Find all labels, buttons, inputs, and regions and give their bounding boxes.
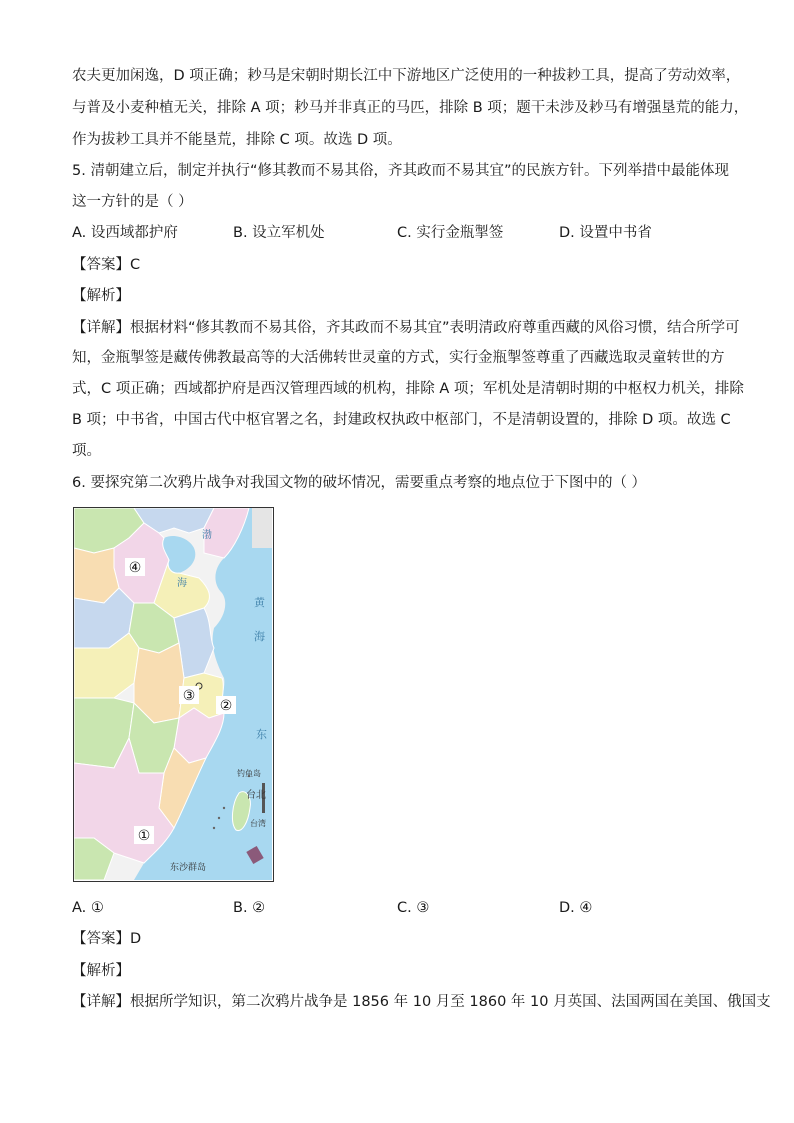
q5-detail-line-5: 项。: [72, 443, 101, 459]
q6-option-b: B. ②: [233, 900, 266, 916]
map-label-huanghai-2: 海: [254, 630, 265, 643]
q5-option-d: D. 设置中书省: [559, 225, 652, 241]
map-label-huanghai-1: 黄: [254, 596, 265, 609]
q5-option-c: C. 实行金瓶掣签: [397, 225, 504, 241]
svg-text:④: ④: [128, 560, 142, 576]
map-label-taibei: 台北: [246, 790, 266, 801]
marker-2: [216, 696, 236, 714]
answer-label: 【答案】: [72, 257, 130, 273]
marker-4: [125, 558, 145, 576]
marker-3: [179, 686, 199, 704]
svg-text:①: ①: [137, 828, 151, 844]
q6-analysis-label: 【解析】: [72, 963, 130, 979]
map-label-diaoyudao: 钓鱼岛: [237, 769, 261, 778]
map-figure: [73, 507, 274, 882]
answer-value: C: [130, 257, 141, 273]
q6-option-d: D. ④: [559, 900, 593, 916]
q5-answer: [72, 255, 140, 275]
q5-option-a: A. 设西域都护府: [72, 225, 178, 241]
q6-answer: [72, 929, 141, 949]
svg-text:③: ③: [182, 688, 196, 704]
map-label-dong: 东: [256, 728, 267, 741]
map-label-dongsha: 东沙群岛: [170, 863, 207, 873]
q5-detail-line-3: 式，C 项正确；西域都护府是西汉管理西域的机构，排除 A 项；军机处是清朝时期的中枢权力机关，排除: [72, 381, 744, 397]
intro-line-3: 作为拔耖工具并不能垦荒，排除 C 项。故选 D 项。: [72, 132, 402, 148]
detail-label: 【详解】: [72, 320, 130, 336]
q5-detail-line-4: B 项；中书省，中国古代中枢官署之名，封建政权执政中枢部门，不是清朝设置的，排除 D 项。故选 C: [72, 412, 731, 428]
q6-option-c: C. ③: [397, 900, 430, 916]
detail-text: 根据所学知识，第二次鸦片战争是 1856 年 10 月至 1860 年 10 月英国、法国两国在美国、俄国支: [130, 994, 771, 1010]
q6-option-a: A. ①: [72, 900, 104, 916]
intro-line-1: 农夫更加闲逸，D 项正确；耖马是宋朝时期长江中下游地区广泛使用的一种拔耖工具，提高了劳动效率，: [72, 68, 741, 84]
q6-detail-line-1: [72, 992, 771, 1012]
marker-1: [134, 826, 154, 844]
q6-stem: 6. 要探究第二次鸦片战争对我国文物的破坏情况，需要重点考察的地点位于下图中的（ ）: [72, 475, 647, 491]
detail-text: 根据材料“修其教而不易其俗，齐其政而不易其宜”表明清政府尊重西藏的风俗习惯，结合所学可: [130, 320, 740, 336]
detail-label: 【详解】: [72, 994, 130, 1010]
map-label-bohai-1: 渤: [202, 530, 212, 541]
q5-stem-line-2: 这一方针的是（ ）: [72, 194, 193, 210]
map-label-bohai-2: 海: [177, 578, 187, 589]
answer-label: 【答案】: [72, 931, 130, 947]
intro-line-2: 与普及小麦种植无关，排除 A 项；耖马并非真正的马匹，排除 B 项；题干未涉及耖马有增强垦荒的能力，: [72, 100, 749, 116]
answer-value: D: [130, 931, 142, 947]
svg-text:②: ②: [219, 698, 233, 714]
q5-option-b: B. 设立军机处: [233, 225, 325, 241]
q5-detail-line-2: 知，金瓶掣签是藏传佛教最高等的大活佛转世灵童的方式，实行金瓶掣签尊重了西藏选取灵童转世的方: [72, 350, 725, 366]
q5-stem-line-1: 5. 清朝建立后，制定并执行“修其教而不易其俗，齐其政而不易其宜”的民族方针。下列举措中最能体现: [72, 163, 729, 179]
map-label-taiwan: 台湾: [250, 819, 266, 828]
q5-analysis-label: 【解析】: [72, 288, 130, 304]
q5-detail-line-1: [72, 318, 740, 338]
